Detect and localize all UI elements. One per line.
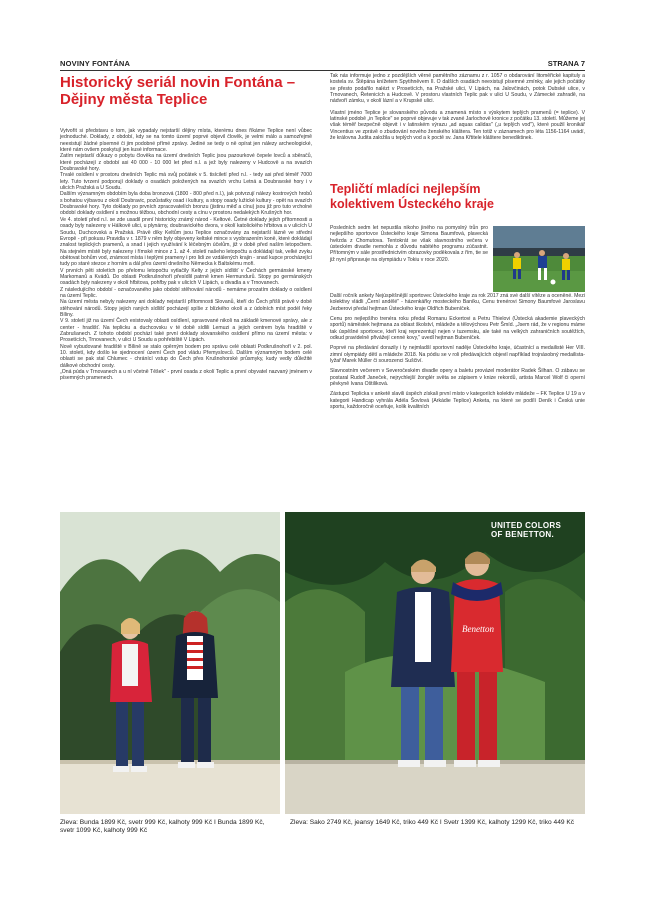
fashion-photo-women-illustration bbox=[60, 512, 280, 814]
publication-name: NOVINY FONTÁNA bbox=[60, 59, 131, 68]
paragraph: Cenu pro nejlepšího trenéra roku předal Romanu Eckertovi a Petru Thielovi (Ústecká akademie plaveckých sportů) náměstek hejtmana za oblast školství, mládeže a tělovýchovu Petr Šmíd. „Jsem rád, že v regionu máme tak úspěšné sportovce, kteří kraj reprezentují nejen v tuzemsku, ale také na velkých zahraničních soutěžích, odkud pravidelně přivážejí cenné kovy," uvedl hejtman Bubeníček. bbox=[330, 316, 585, 342]
paragraph: Trvalé osídlení v prostoru dnešních Teplic má svůj počátek v 5. tisíciletí před n.l. - tedy asi před téměř 7000 lety. Tuto tvrzení podporují doklady o osadách položených na svazích vrchu Letná a Doubravské hory i v ulicích Pražská a U Soudu. bbox=[60, 172, 312, 192]
brand-line: OF BENETTON. bbox=[491, 530, 555, 539]
paragraph: Vytvořit si představu o tom, jak vypadaly nejstarší dějiny místa, kterému dnes říkáme Teplice není vůbec jednoduché. Doklady, z období, kdy se na tomto území poprvé objevil člověk, je velmi málo a samozřejmě neexistují žádné písemné či jim podobné přímé zprávy. Jediné se tedy o ně opírat jen nálezy archeologické, které nám ovšem poskytují jen kusé informace. bbox=[60, 128, 312, 154]
article-sport-body bbox=[330, 293, 585, 415]
paragraph: Poprvé na předávání dorazily i ty nejmladší sportovní naděje Ústeckého kraje, účastnící a medailisté Her VIII. zimní olympiády dětí a mládeže 2018. Na pódiu se v roli předávajících objevil například trojnásobný medailista-lyžař Marek Müller či sourozenci Suščiví. bbox=[330, 345, 585, 365]
header-divider bbox=[60, 70, 585, 71]
paragraph: V prvních pěti stoletích po přelomu letopočtu vytlačily Kelty z jejich sídlišť v Čechách germánské kmeny Markomanů a Kvádů. Do oblasti Podkrušnohoří přesídlil patrně kmen Hermundurů. Stopy po germánských osadách byly nalezeny v okolí hřbitova, pohřby pak v ulicích V Lipách, u divadla a v Trnovanech. bbox=[60, 267, 312, 287]
paragraph: „Oná púda v Trnovanech a u ní včetně Těšek" - první osada z okolí Teplic a první obyvatel nazvaný jménem v písemných pramenech. bbox=[60, 369, 312, 382]
paragraph: Nově vybudované hradiště v Bílině se stalo opěrným bodem pro správu celé oblasti Podkrušnohoří v 2. pol. 10. století, kdy došlo ke sjednocení území Čech pod vládu Přemyslovců. Dalším významným bodem celé oblasti se pak stal Chlumec - chránící vstup do Čech přes Krušnohorské průsmyky, kudy vedly důležité dálkové obchodní cesty. bbox=[60, 343, 312, 369]
paragraph: Z následujícího období - označovaného jako období stěhování národů - nemáme prozatím doklady o osídlení na území Teplic. bbox=[60, 286, 312, 299]
football-photo-illustration bbox=[493, 226, 585, 292]
paragraph: Tak nás informuje jedno z pozdějších věrné pamětního záznamu z r. 1057 o obdarování litoměřické kapituly a kostela sv. Štěpána knížetem Spytihněvem II. O dalších osadách neexistují písemné zmínky, ale jejich počátky se přesto podařilo nalézt v Prosetících, na Pražské ulici, V Lipách, na Jalovčinách, potok Dubské ulice, v Trnovanech, Řetenicích a Hudcově. V prostoru vlastních Teplic pak v ulici U Soudu, v Zámecké zahradě, na nádvoří zámku, v okolí lázní a v Krupské ulici. bbox=[330, 73, 585, 105]
caption-right: Zleva: Sako 2749 Kč, jeansy 1649 Kč, triko 449 Kč I Svetr 1399 Kč, kalhoty 1299 Kč, triko 449 Kč bbox=[290, 819, 575, 826]
caption-left: Zleva: Bunda 1899 Kč, svetr 999 Kč, kalhoty 999 Kč I Bunda 1899 Kč, svetr 1099 Kč, kalhoty 999 Kč bbox=[60, 819, 265, 835]
page-number: STRANA 7 bbox=[547, 59, 585, 68]
fashion-photo-women bbox=[60, 512, 280, 814]
brand-line: UNITED COLORS bbox=[491, 521, 562, 530]
fashion-photo-men bbox=[285, 512, 585, 814]
article-history-continuation bbox=[330, 73, 585, 141]
paragraph: Zástupci Teplicka v anketě slavili úspěch získali první místo v kategoriích kolektiv mládeže – FK Teplice U 19 a v kategorii Handicap vyhrála Adéla Šovlová (Arkádie Teplice) Anketa, na které se podílí Deník i Česká unie sportu, každoročně oceňuje, kolik kvalitních bbox=[330, 391, 585, 411]
paragraph: Další ročník ankety Nejúspěšnější sportovec Ústeckého kraje za rok 2017 zná své další vítěze a oceněné. Mezi kolektivy vládli „Černí andělé" - házenkářky mosteckého Baníku, Cenu trenérovi Simony Baumfové Jaroslavu Jezberovi předal hejtman Ústeckého kraje Oldřich Bubeníček. bbox=[330, 293, 585, 312]
paragraph: Zatím nejstarší důkazy o pobytu člověka na území dnešních Teplic jsou pazourkové čepele lovců a sběračů, které pocházejí z období asi 40 000 - 10 000 let před n.l. a jež byly nalezeny v Hudcově a na svazích Doubravské hory. bbox=[60, 153, 312, 173]
fashion-photo-men-illustration bbox=[285, 512, 585, 814]
article-history-body bbox=[60, 128, 312, 382]
shirt-print: Benetton bbox=[462, 624, 494, 634]
football-photo bbox=[493, 226, 585, 292]
brand-logo bbox=[491, 521, 581, 539]
paragraph: Dalším významným obdobím byla doba bronzová (1800 - 800 před n.l.), jak potvrzují nálezy kostrových hrobů s bohatou výbavou z okolí Doubravic, pozůstatky osad i kultury, a stopy osady lužické kultury - opět na svazích Doubravské hory. Tyto doklady po prvních zpracovatelích bronzu (jistinu měď a cínu) jsou již pro tuto vrcholné období doklady osídlení s možnou těžbou, obchodní cesty a cínu v prostoru nedalekých Krušných hor. bbox=[60, 191, 312, 217]
paragraph: Ve 4. století před n.l. se zde usadil první historicky známý národ - Keltové. Četné doklady jejich přítomnosti a osady byly nalezeny v Hálkově ulici, u plynárny, doubravického dvora, v okolí katolického hřbitova a v ulicích U Soudu, Duchcovská a Pražská. Právě díky Keltům jsou Teplice označovány za nejstarší lázně ve střední Evropě - při pokusu Pravidla v r. 1879 v něm byly objeveny keltské mince s vyobrazením koně, které dokládají znalost teplických pramenů, a snad i jejich využívání k léčebným účelům, již v době před naším letopočtem. Na stejném místě byly nalezeny i římské mince z 1. až 4. století našeho letopočtu a dokládají tak, velké zvyku obětovat bohům vod, známost místa i teplými prameny i pro lidi ze vzdálených krajin - snad kupce procházející tudy po staré stezce z horním a dál přes území dnešního Německa k Baltskému moři. bbox=[60, 216, 312, 268]
article-sport-title: Tepličtí mladíci nejlepším kolektivem Ústeckého kraje bbox=[330, 182, 494, 211]
paragraph: V 9. století již na území Čech existovaly oblasti osídlení, spravované nikoli na základě kmenové správy, ale z center - hradišť. Na teplicku a duchcovsku v té době sídlili Lemuzi a jejich centrem byla hradiště v Zabrušanech. Z tohoto období pochází také první doklady slovanského osídlení přímo na území města: v Prosetících, Trnovanech, v ulici U Soudu a pohřebiště V Lipách. bbox=[60, 318, 312, 344]
article-sport-intro: Posledních sedm let nepustila nikoho jiného na pomyslný trůn pro nejlepšího sportovce Ústeckého kraje Simona Baumfová, plavecká hvězda z Chomutova. Tentokrát se však slavnostního večera v ústeckém divadle nemohla z důvodu nabitého programu zúčastnit. Přítomným v sále prostřednictvím obrazovky poděkovala z řím, tie se již nyní připravuje na olympiádu v Tokiu v roce 2020. bbox=[330, 225, 488, 263]
paragraph: Vlastní jméno Teplice je slovanského původu a znamená místo s výskytem teplých pramenů (= teplice). V latinské podobě „in Teplice" se poprvé objevuje v tak zvané Jarlochově kronice z počátku 13. století. Můžeme jej však téměř bezpečně objevit i v latinském výrazu „ad aquas calidas" („u teplých vod"), které použil kronikář Vincentius ve zprávě o zbudování nového ženského kláštera. Ten totiž v záznamech pro léta 1156-1164 uvádí, že královna Judita založila u teplých vod a k poctě sv. Jana Křtitele kláštere benediktinek. bbox=[330, 109, 585, 142]
paragraph: Slavnostním večerem v Severočeském divadle opery a baletu provázel moderátor Radek Šilhan. O zábavu se postaral Rudolf Janeček, nejrychlejší žonglér světa se zápisem v knize rekordů, artista Marcel Wolf či operní pěvkyně Ivana Oštiliková. bbox=[330, 368, 585, 388]
paragraph: Na území města nebyly nalezeny ani doklady nejstarší přítomnosti Slovanů, kteří do Čech přišli právě v době stěhování národů. Stopy jejich raných sídlišť pocházejí spíše z blízkého okolí a z údolních míst podél řeky Bíliny. bbox=[60, 299, 312, 318]
article-history-title: Historický seriál novin Fontána – Dějiny města Teplice bbox=[60, 74, 296, 108]
